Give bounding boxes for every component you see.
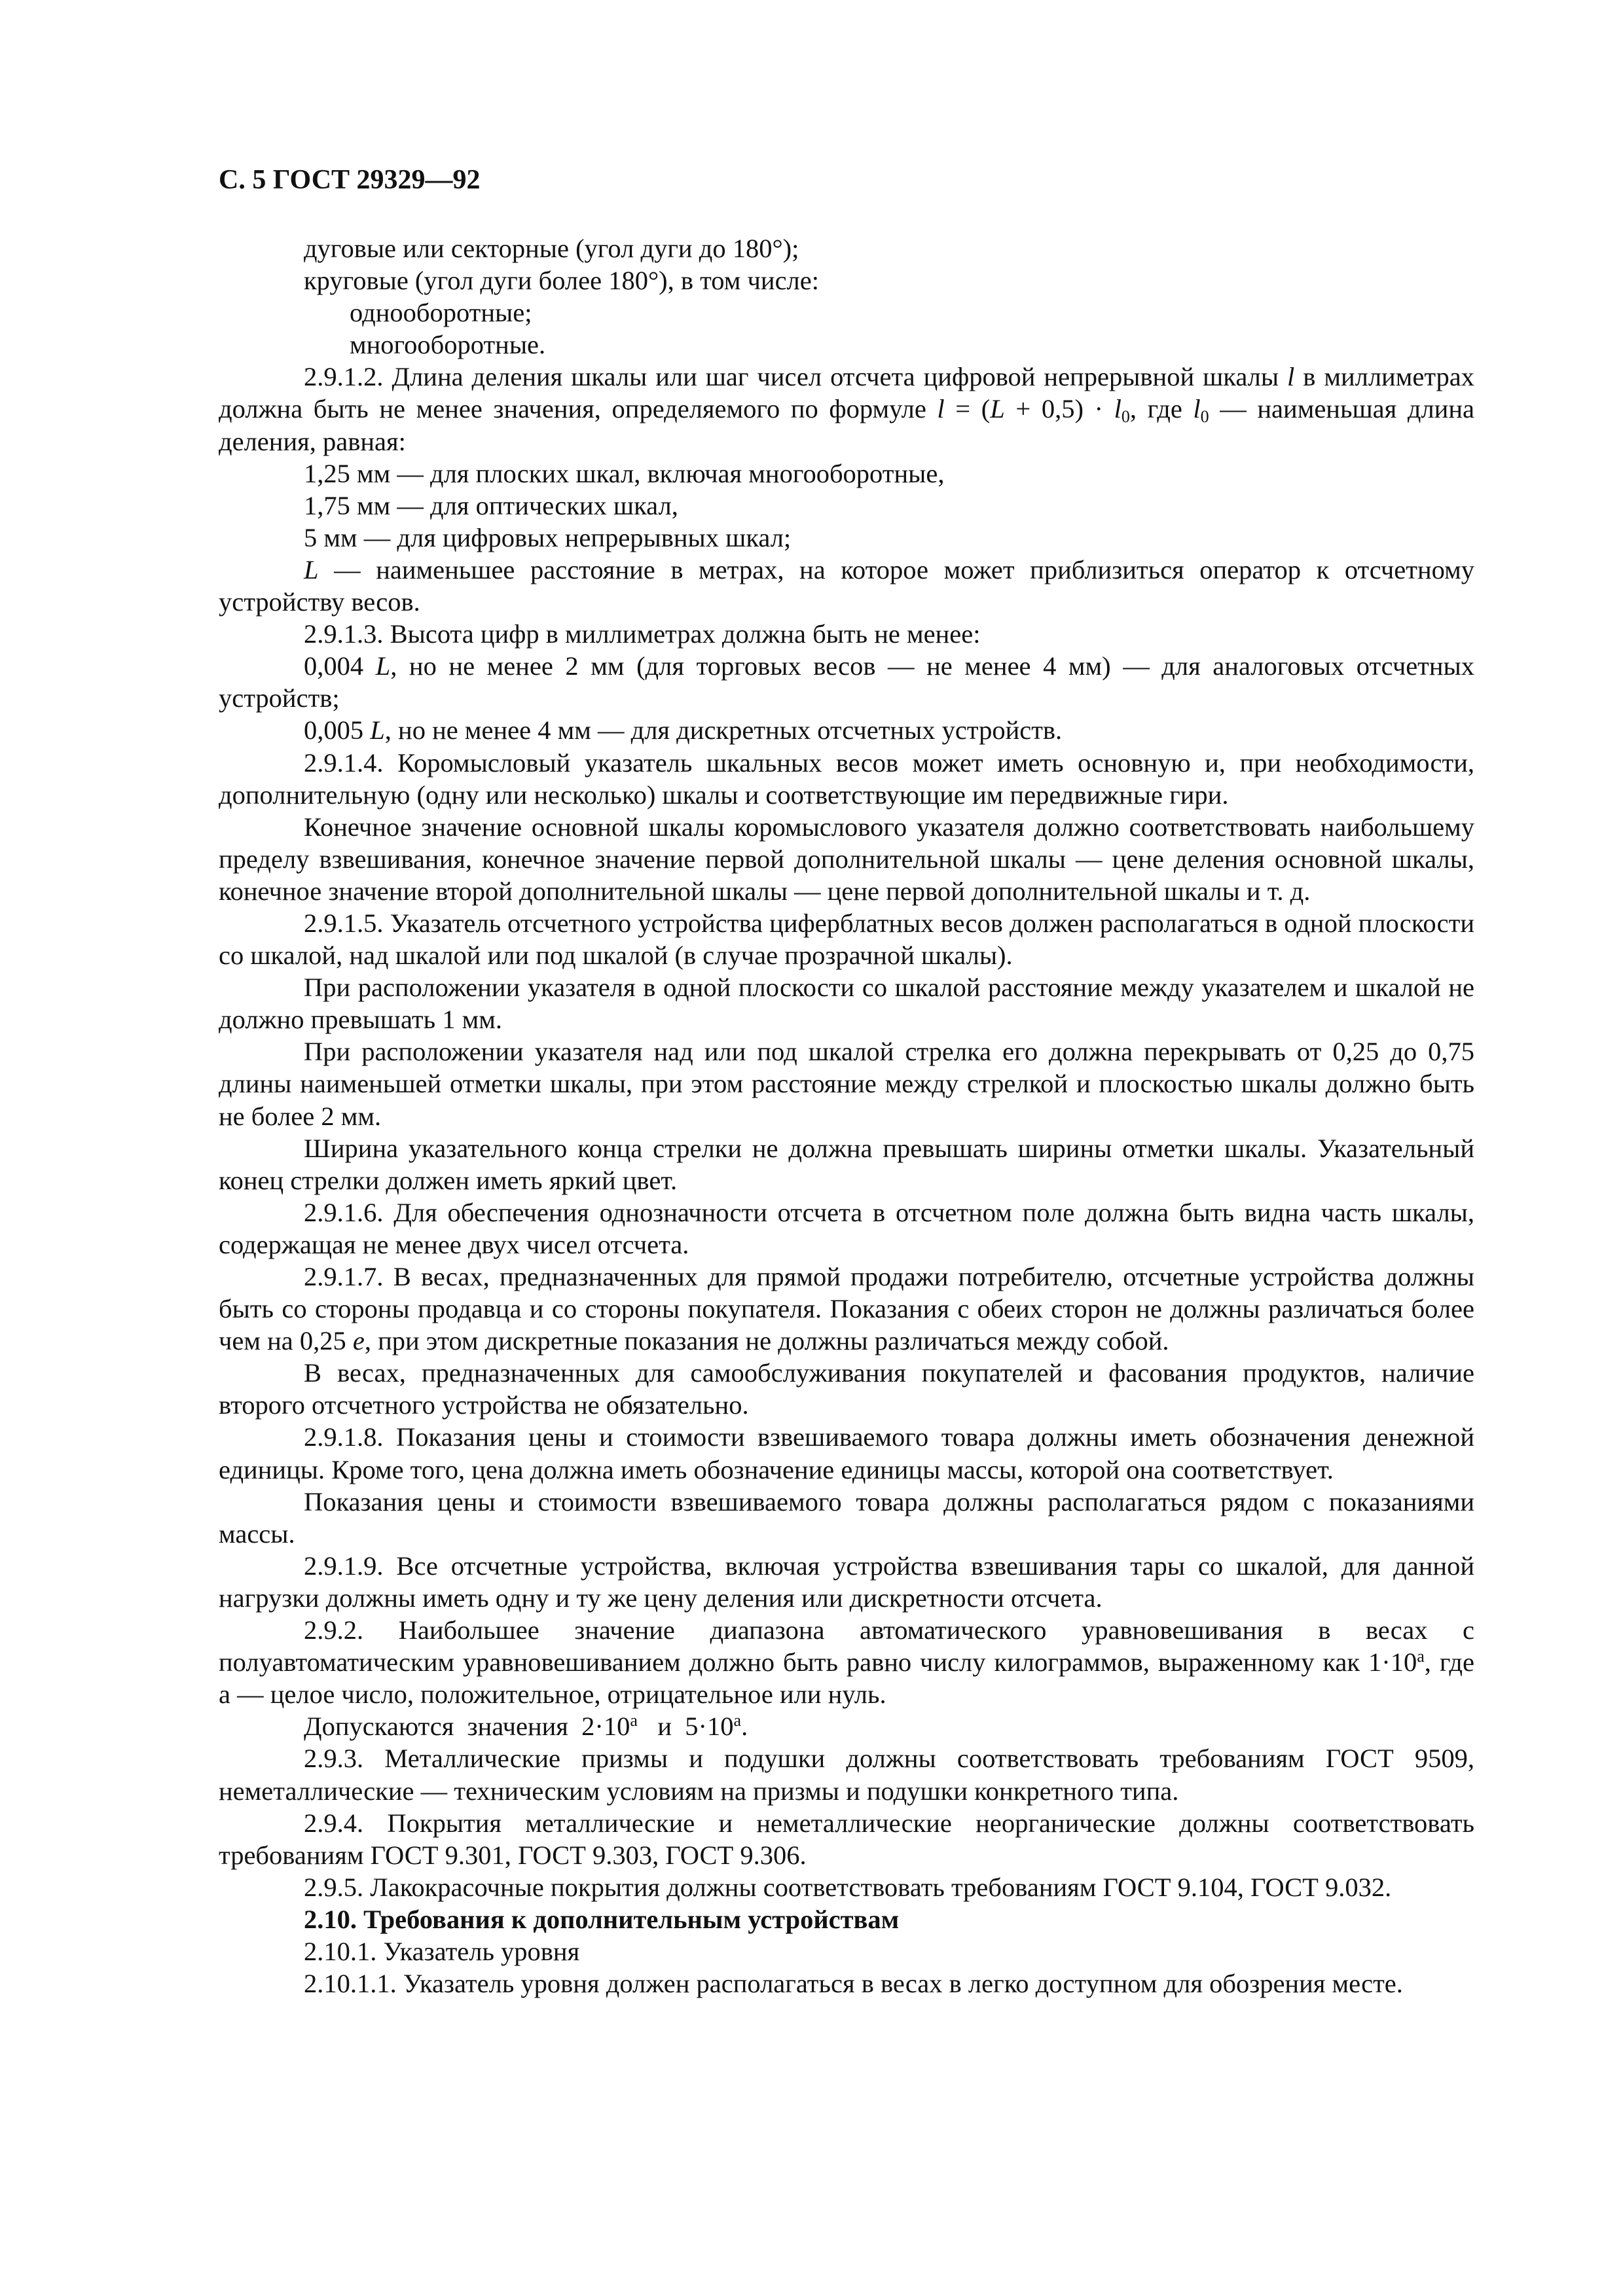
paragraph-2-9-1-3: 2.9.1.3. Высота цифр в миллиметрах должна быть не менее: [304, 619, 981, 649]
section-heading-2-10: 2.10. Требования к дополнительным устройствам [304, 1904, 900, 1934]
paragraph-beam-scale-end-values: Конечное значение основной шкалы коромыслового указателя должно соответствовать наибольшему пределу взвешивания, конечное значение первой дополнительной шкалы — цене деления основной шкалы, конечное значение второй дополнительной шкалы — цене первой дополнительной шкалы и т. д. [219, 812, 1474, 906]
paragraph-2-9-4: 2.9.4. Покрытия металлические и неметаллические неорганические должны соответствовать требованиям ГОСТ 9.301, ГОСТ 9.303, ГОСТ 9.306. [219, 1808, 1474, 1870]
list-item-flat-scales: 1,25 мм — для плоских шкал, включая многооборотные, [304, 458, 945, 488]
paragraph-price-display-placement: Показания цены и стоимости взвешиваемого товара должны располагаться рядом с показаниями массы. [219, 1486, 1474, 1549]
paragraph-2-9-1-5: 2.9.1.5. Указатель отсчетного устройства циферблатных весов должен располагаться в одной плоскости со шкалой, над шкалой или под шкалой (в случае прозрачной шкалы). [219, 908, 1474, 971]
paragraph-2-9-1-8: 2.9.1.8. Показания цены и стоимости взвешиваемого товара должны иметь обозначения денежной единицы. Кроме того, цена должна иметь обозначение единицы массы, которой она соответствует. [219, 1422, 1474, 1484]
list-item-circular-scales: круговые (угол дуги более 180°), в том числе: [304, 266, 819, 296]
paragraph-2-9-1-2: 2.9.1.2. Длина деления шкалы или шаг чисел отсчета цифровой непрерывной шкалы l в миллиметрах должна быть не менее значения, определяемого по формуле $l = (L + 0,5) \cdot l_0$, где $l_0$ — наименьшая длина деления, равная: [219, 362, 1475, 456]
paragraph-pointer-same-plane: При расположении указателя в одной плоскости со шкалой расстояние между указателем и шкалой не должно превышать 1 мм. [219, 973, 1474, 1035]
paragraph-pointer-over-scale: При расположении указателя над или под шкалой стрелка его должна перекрывать от 0,25 до 0,75 длины наименьшей отметки шкалы, при этом расстояние между стрелкой и плоскостью шкалы должно быть не более 2 мм. [219, 1037, 1474, 1131]
paragraph-2-9-5: 2.9.5. Лакокрасочные покрытия должны соответствовать требованиям ГОСТ 9.104, ГОСТ 9.032. [304, 1872, 1392, 1902]
list-item-digital-scales: 5 мм — для цифровых непрерывных шкал; [304, 522, 792, 552]
paragraph-2-10-1: 2.10.1. Указатель уровня [304, 1936, 580, 1966]
paragraph-pointer-tip-width: Ширина указательного конца стрелки не должна превышать ширины отметки шкалы. Указательный конец стрелки должен иметь яркий цвет. [219, 1133, 1474, 1195]
paragraph-self-service-scales: В весах, предназначенных для самообслуживания покупателей и фасования продуктов, наличие второго отсчетного устройства не обязательно. [219, 1358, 1474, 1420]
list-item-arc-scales: дуговые или секторные (угол дуги до 180°); [304, 234, 799, 263]
paragraph-2-9-3: 2.9.3. Металлические призмы и подушки должны соответствовать требованиям ГОСТ 9509, неметаллические — техническим условиям на призмы и подушки конкретного типа. [219, 1744, 1474, 1806]
paragraph-analog-digit-height: 0,004 L, но не менее 2 мм (для торговых весов — не менее 4 мм) — для аналоговых отсчетных устройств; [219, 651, 1475, 713]
list-item-single-turn: однооборотные; [350, 298, 532, 328]
paragraph-2-9-1-6: 2.9.1.6. Для обеспечения однозначности отсчета в отсчетном поле должна быть видна часть шкалы, содержащая не менее двух чисел отсчета. [219, 1197, 1474, 1259]
list-item-optical-scales: 1,75 мм — для оптических шкал, [304, 490, 678, 520]
paragraph-2-9-1-7: 2.9.1.7. В весах, предназначенных для прямой продажи потребителю, отсчетные устройства должны быть со стороны продавца и со стороны покупателя. Показания с обеих сторон не должны различаться более чем на 0,25 e, при этом дискретные показания не должны различаться между собой. [219, 1262, 1474, 1356]
paragraph-allowed-values: Допускаются значения $2\cdot 10^а$ и $5\cdot 10^а$. [304, 1711, 748, 1742]
paragraph-2-9-1-9: 2.9.1.9. Все отсчетные устройства, включая устройства взвешивания тары со шкалой, для данной нагрузки должны иметь одну и ту же цену деления или дискретности отсчета. [219, 1551, 1474, 1613]
paragraph-2-9-2: 2.9.2. Наибольшее значение диапазона автоматического уравновешивания в весах с полуавтоматическим уравновешиванием должно быть равно числу килограммов, выраженному как $1\cdot 10^а$, где а — целое число, положительное, отрицательное или нуль. [219, 1615, 1474, 1710]
paragraph-discrete-digit-height: 0,005 L, но не менее 4 мм — для дискретных отсчетных устройств. [304, 715, 1063, 745]
document-page [219, 160, 1474, 2000]
page-header: С. 5 ГОСТ 29329—92 [219, 165, 481, 195]
paragraph-2-9-1-4: 2.9.1.4. Коромысловый указатель шкальных весов может иметь основную и, при необходимости, дополнительную (одну или несколько) шкалы и соответствующие им передвижные гири. [219, 747, 1474, 810]
paragraph-2-10-1-1: 2.10.1.1. Указатель уровня должен располагаться в весах в легко доступном для обозрения месте. [304, 1969, 1403, 1999]
list-item-multi-turn: многооборотные. [350, 330, 546, 360]
paragraph-L-definition: L — наименьшее расстояние в метрах, на которое может приблизиться оператор к отсчетному устройству весов. [219, 554, 1474, 617]
